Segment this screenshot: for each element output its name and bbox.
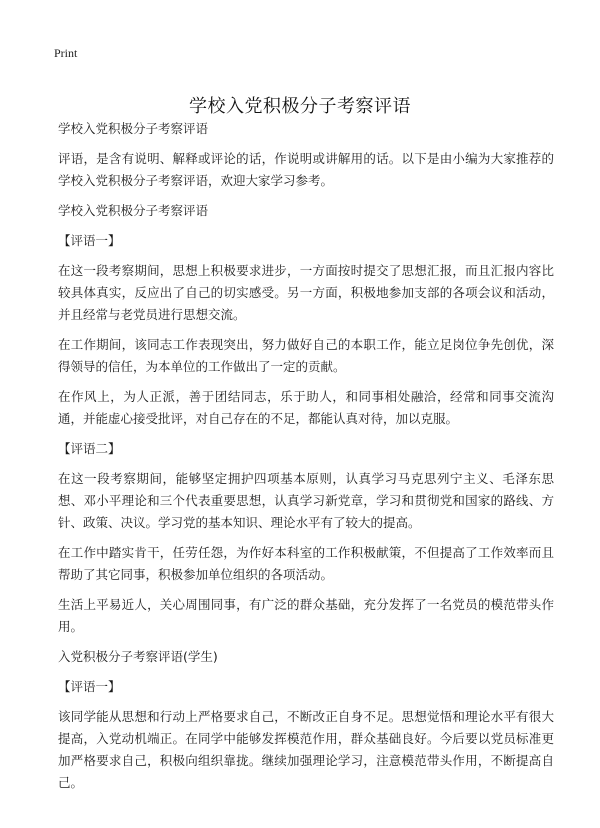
paragraph: 在这一段考察期间，能够坚定拥护四项基本原则，认真学习马克思列宁主义、毛泽东思想、邓小平理论和三个代表重要思想，认真学习新党章，学习和贯彻党和国家的路线、方针、政策、决议。学习党的基本知识、理论水平有了较大的提高。 [58,471,554,530]
subtitle: 学校入党积极分子考察评语 [58,121,209,136]
paragraph: 在作风上，为人正派，善于团结同志，乐于助人，和同事相处融洽，经常和同事交流沟通，并能虚心接受批评，对自己存在的不足，都能认真对待，加以克服。 [58,389,554,426]
section-heading: 入党积极分子考察评语(学生) [58,649,218,664]
print-link[interactable]: Print [54,46,78,60]
paragraph: 在工作中踏实肯干，任劳任怨，为作好本科室的工作积极献策，不但提高了工作效率而且帮助了其它同事，积极参加单位组织的各项活动。 [58,545,554,582]
article-body [58,118,554,802]
paragraph: 生活上平易近人，关心周围同事，有广泛的群众基础，充分发挥了一名党员的模范带头作用。 [58,597,554,634]
section-heading: 学校入党积极分子考察评语 [58,203,209,218]
paragraph: 在工作期间，该同志工作表现突出，努力做好自己的本职工作，能立足岗位争先创优，深得领导的信任，为本单位的工作做出了一定的贡献。 [58,337,554,374]
comment-heading: 【评语一】 [58,233,121,248]
comment-heading: 【评语二】 [58,441,121,456]
intro-paragraph: 评语，是含有说明、解释或评论的话，作说明或讲解用的话。以下是由小编为大家推荐的学校入党积极分子考察评语，欢迎大家学习参考。 [58,151,554,188]
page-title: 学校入党积极分子考察评语 [189,96,411,118]
paragraph: 在这一段考察期间，思想上积极要求进步，一方面按时提交了思想汇报，而且汇报内容比较具体真实，反应出了自己的切实感受。另一方面，积极地参加支部的各项会议和活动，并且经常与老党员进行思想交流。 [58,263,554,322]
comment-heading: 【评语一】 [58,679,121,694]
paragraph: 该同学能从思想和行动上严格要求自己，不断改正自身不足。思想觉悟和理论水平有很大提高，入党动机端正。在同学中能够发挥模范作用，群众基础良好。今后要以党员标准更加严格要求自己，积极向组织靠拢。继续加强理论学习，注意模范带头作用，不断提高自己。 [58,709,554,790]
